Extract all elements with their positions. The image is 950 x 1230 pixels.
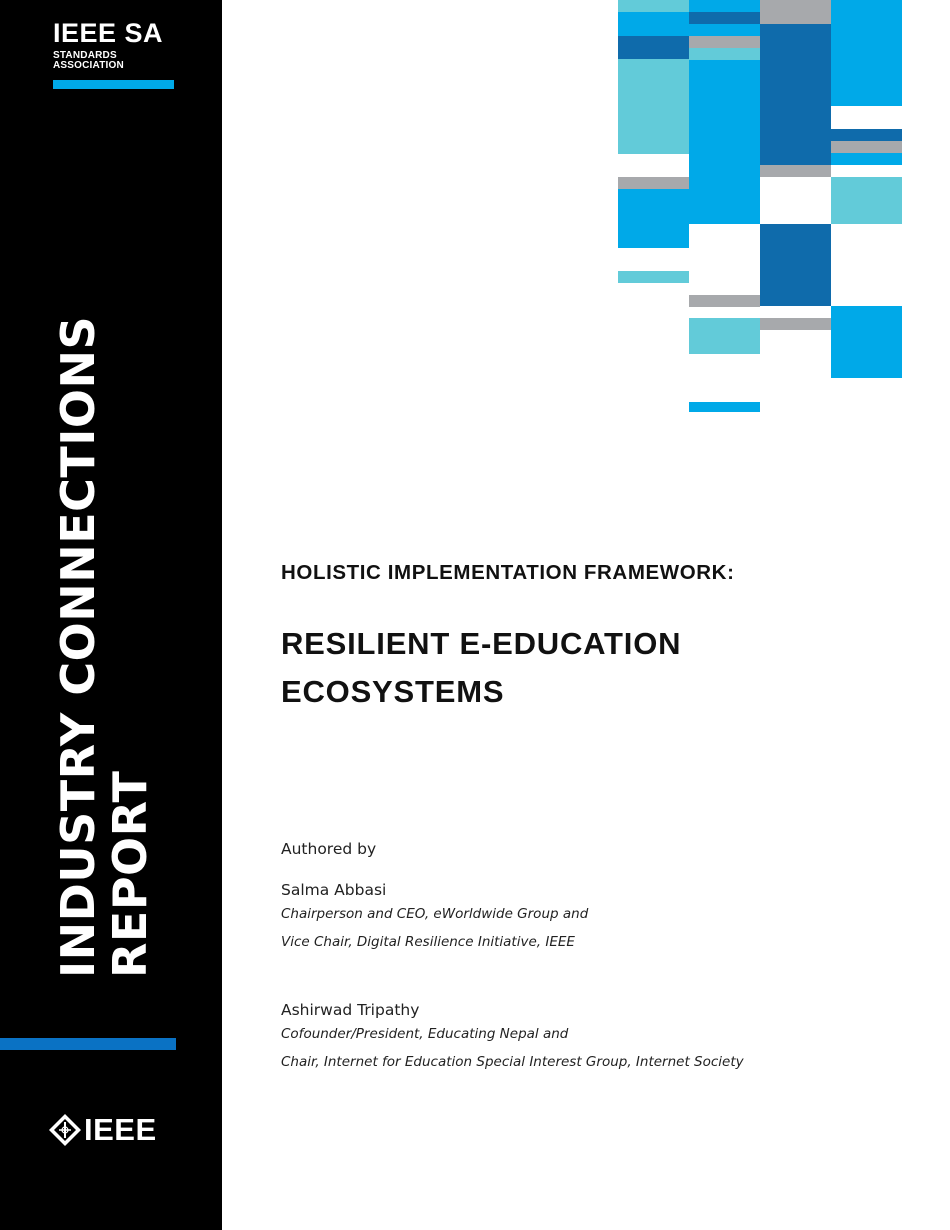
author-role: Chair, Internet for Education Special Interest Group, Internet Society [281, 1054, 744, 1070]
logo-accent-bar [53, 80, 174, 89]
title-line-2: ECOSYSTEMS [281, 674, 505, 709]
block [760, 318, 831, 330]
block [618, 59, 689, 154]
author-block [281, 1000, 744, 1076]
block [689, 318, 760, 354]
author-block [281, 880, 588, 956]
block [618, 36, 689, 59]
block [689, 48, 760, 60]
author-role: Chairperson and CEO, eWorldwide Group and [281, 906, 589, 922]
report-type-line-1: INDUSTRY CONNECTIONS [51, 315, 105, 978]
ieee-diamond-icon [48, 1113, 82, 1147]
block [618, 271, 689, 283]
author-name: Ashirwad Tripathy [281, 1001, 420, 1019]
block [831, 141, 902, 153]
block [831, 129, 902, 141]
block [618, 0, 689, 12]
author-name: Salma Abbasi [281, 881, 387, 899]
sidebar-accent-bar [0, 1038, 176, 1050]
block [689, 12, 760, 24]
block [618, 12, 689, 36]
framework-label: HOLISTIC IMPLEMENTATION FRAMEWORK: [281, 561, 735, 584]
block [831, 153, 902, 165]
author-role: Cofounder/President, Educating Nepal and [281, 1026, 569, 1042]
block [689, 0, 760, 12]
block [760, 224, 831, 306]
block [831, 306, 902, 378]
block [689, 36, 760, 48]
block [760, 24, 831, 165]
title-line-1: RESILIENT E-EDUCATION [281, 626, 682, 661]
block [689, 402, 760, 412]
sidebar [0, 0, 222, 1230]
report-type-title [52, 316, 156, 978]
block [831, 177, 902, 224]
block [689, 24, 760, 36]
logo-subtitle-line-2: ASSOCIATION [53, 60, 124, 71]
block [618, 177, 689, 189]
ieee-sa-logo [53, 18, 163, 71]
page-title [281, 620, 681, 716]
block [831, 0, 902, 106]
block [760, 165, 831, 177]
block [689, 60, 760, 224]
authored-by-label: Authored by [281, 840, 377, 858]
decorative-block-pattern [618, 0, 902, 415]
report-type-line-2: REPORT [103, 770, 157, 978]
ieee-logo-text: IEEE [84, 1112, 157, 1147]
logo-subtitle-line-1: STANDARDS [53, 50, 117, 61]
block [618, 189, 689, 248]
logo-title: IEEE SA [53, 18, 164, 48]
block [760, 0, 831, 24]
block [689, 295, 760, 307]
ieee-logo [48, 1113, 157, 1147]
author-role: Vice Chair, Digital Resilience Initiative, IEEE [281, 934, 575, 950]
